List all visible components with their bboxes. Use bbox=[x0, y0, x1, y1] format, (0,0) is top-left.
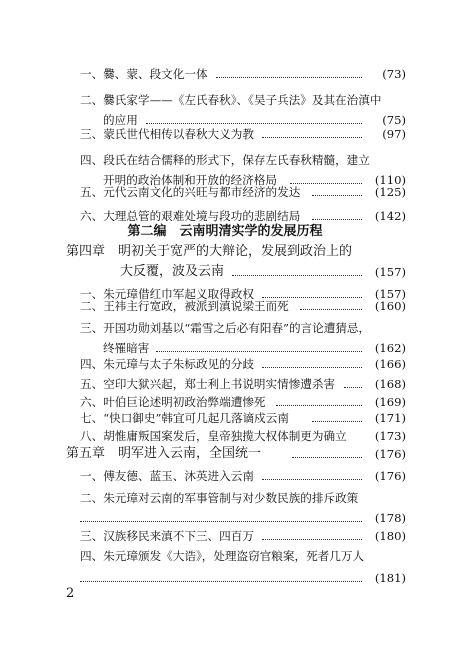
toc-page-number: (168) bbox=[374, 377, 406, 391]
toc-page-number: (169) bbox=[374, 395, 406, 409]
leader-dots bbox=[312, 195, 362, 196]
toc-entry-title: 三、开国功勋刘基以“霜雪之后必有阳春”的言论遭猜忌， bbox=[80, 321, 371, 335]
toc-entry bbox=[0, 546, 450, 566]
leader-dots bbox=[262, 539, 362, 540]
toc-entry-title: 一、傅友德、蓝玉、沐英进入云南 bbox=[80, 469, 254, 483]
toc-entry bbox=[0, 488, 450, 508]
toc-page-number: (171) bbox=[374, 411, 406, 425]
toc-entry bbox=[0, 426, 450, 446]
toc-entry bbox=[0, 526, 450, 546]
toc-page-number: (75) bbox=[382, 113, 406, 127]
toc-entry-title: 一、朱元璋借红巾军起义取得政权 bbox=[80, 287, 254, 301]
toc-page-number: (142) bbox=[374, 209, 406, 223]
toc-page-number: (125) bbox=[374, 185, 406, 199]
chapter-heading: 第四章 明初关于宽严的大辩论，发展到政治上的 bbox=[66, 244, 353, 259]
toc-entry bbox=[0, 296, 450, 316]
toc-entry-title: 六、叶伯巨论述明初政治弊端遭惨死 bbox=[80, 395, 266, 409]
toc-page-number: (176) bbox=[374, 447, 406, 461]
toc-entry bbox=[0, 408, 450, 428]
leader-dots bbox=[312, 219, 362, 220]
toc-entry-title: 开明的政治体制和开放的经济格局 bbox=[103, 173, 277, 187]
toc-entry-continuation bbox=[0, 508, 450, 528]
toc-page-number: (178) bbox=[374, 511, 406, 525]
leader-dots bbox=[262, 367, 362, 368]
leader-dots bbox=[300, 309, 362, 310]
toc-entry bbox=[0, 354, 450, 374]
chapter-heading-continuation bbox=[0, 262, 450, 282]
toc-page-number: (181) bbox=[374, 571, 406, 585]
toc-entry-title: 四、段氏在结合儒释的形式下，保存左氏春秋精髓，建立 bbox=[80, 153, 370, 167]
toc-entry-title: 一、爨、蒙、段文化一体 bbox=[80, 67, 208, 81]
toc-entry-title: 二、王祎主行宽政，被派到滇说梁王而死 bbox=[80, 299, 289, 313]
toc-entry bbox=[0, 182, 450, 202]
toc-entry-title: 终罹暗害 bbox=[103, 341, 150, 355]
toc-entry-title: 的应用 bbox=[103, 113, 138, 127]
part-heading: 第二编 云南明清实学的发展历程 bbox=[127, 224, 323, 239]
toc-entry-title: 二、爨氏家学——《左氏春秋》、《吴子兵法》及其在治滇中 bbox=[80, 93, 382, 107]
toc-entry-title: 三、蒙氏世代相传以春秋大义为教 bbox=[80, 127, 254, 141]
toc-entry bbox=[0, 150, 450, 170]
leader-dots bbox=[262, 479, 362, 480]
toc-entry-title: 六、大理总管的艰难处境与段功的悲剧结局 bbox=[80, 209, 301, 223]
toc-entry bbox=[0, 466, 450, 486]
page-number: 2 bbox=[66, 586, 75, 601]
toc-page-number: (180) bbox=[374, 529, 406, 543]
toc-page-number: (176) bbox=[374, 469, 406, 483]
toc-entry-title: 二、朱元璋对云南的军事管制与对少数民族的排斥政策 bbox=[80, 491, 359, 505]
leader-dots bbox=[80, 581, 362, 582]
leader-dots bbox=[216, 77, 362, 78]
leader-dots bbox=[276, 405, 362, 406]
toc-entry bbox=[0, 90, 450, 110]
toc-page-number: (157) bbox=[374, 287, 406, 301]
toc-entry bbox=[0, 64, 450, 84]
toc-entry-continuation bbox=[0, 568, 450, 588]
toc-page-number: (160) bbox=[374, 299, 406, 313]
toc-page-number: (97) bbox=[382, 127, 406, 141]
toc-page-number: (157) bbox=[374, 265, 406, 279]
leader-dots bbox=[232, 275, 362, 276]
toc-entry-title: 四、朱元璋颁发《大诰》，处理盗窃官粮案，死者几万人 bbox=[80, 549, 365, 563]
toc-page-number: (173) bbox=[374, 429, 406, 443]
leader-dots bbox=[80, 521, 362, 522]
toc-page-number: (73) bbox=[382, 67, 406, 81]
toc-entry-title: 八、胡惟庸叛国案发后，皇帝独揽大权体制更为确立 bbox=[80, 429, 347, 443]
leader-dots bbox=[344, 387, 362, 388]
toc-entry bbox=[0, 124, 450, 144]
leader-dots bbox=[312, 421, 362, 422]
leader-dots bbox=[156, 351, 362, 352]
toc-entry bbox=[0, 374, 450, 394]
chapter-title: 第五章 明军进入云南，全国统一 bbox=[66, 446, 262, 461]
toc-page-number: (162) bbox=[374, 341, 406, 355]
toc-entry bbox=[0, 318, 450, 338]
leader-dots bbox=[262, 137, 362, 138]
toc-entry-title: 五、元代云南文化的兴旺与都市经济的发达 bbox=[80, 185, 301, 199]
leader-dots bbox=[292, 457, 362, 458]
chapter-title: 大反覆，波及云南 bbox=[120, 264, 225, 279]
toc-page-number: (110) bbox=[374, 173, 406, 187]
toc-entry-title: 七、“快口御史”韩宜可几起几落谪戍云南 bbox=[80, 411, 289, 425]
chapter-heading bbox=[0, 444, 450, 464]
toc-page-number: (166) bbox=[374, 357, 406, 371]
toc-entry-title: 三、汉族移民来滇不下三、四百万 bbox=[80, 529, 254, 543]
toc-entry-title: 四、朱元璋与太子朱标政见的分歧 bbox=[80, 357, 254, 371]
toc-entry-title: 五、空印大狱兴起，郑士利上书说明实情惨遭杀害 bbox=[80, 377, 336, 391]
